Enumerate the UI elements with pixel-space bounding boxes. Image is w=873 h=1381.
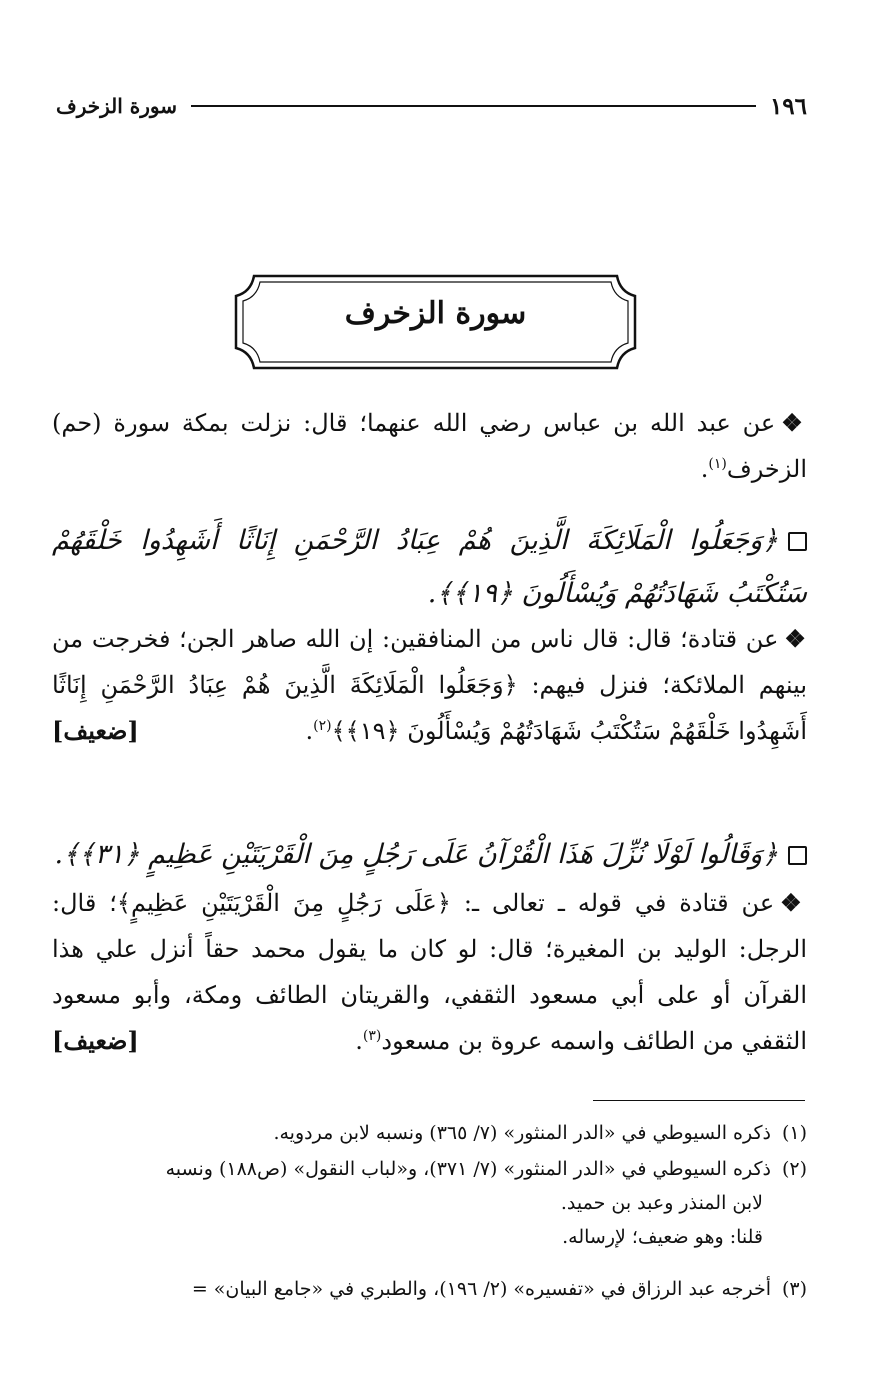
footnote-number: (٢) (781, 1158, 807, 1180)
footnote-text: ذكره السيوطي في «الدر المنثور» (٧/ ٣٦٥) ونسبه لابن مردويه. (273, 1122, 771, 1144)
footnote-text-continued: لابن المنذر وعبد بن حميد. (560, 1192, 763, 1214)
verse-text: ﴿وَقَالُوا لَوْلَا نُزِّلَ هَذَا الْقُرْآنُ عَلَى رَجُلٍ مِنَ الْقَرْيَتَيْنِ عَظِيمٍ ﴿٣١﴾﴾. (54, 839, 778, 870)
verse-text: ﴿وَجَعَلُوا الْمَلَائِكَةَ الَّذِينَ هُمْ عِبَادُ الرَّحْمَنِ إِنَاثًا أَشَهِدُوا خَلْقَهُمْ سَتُكْتَبُ شَهَادَتُهُمْ وَيُسْأَلُونَ ﴿١٩﴾﴾. (52, 525, 807, 609)
paragraph-2 (52, 616, 807, 754)
running-header (56, 88, 807, 124)
footnote-separator (593, 1100, 805, 1101)
quran-verse-2 (52, 828, 807, 881)
diamond-bullet-icon: ❖ (780, 888, 807, 917)
header-rule (191, 105, 756, 107)
paragraph-text: عن قتادة في قوله ـ تعالى ـ: ﴿عَلَى رَجُلٍ مِنَ الْقَرْيَتَيْنِ عَظِيمٍ﴾؛ قال: الرجل: الوليد بن المغيرة؛ قال: لو كان ما يقول محمد حقاً أنزل علي هذا القرآن أو على أبي مسعود الثقفي، والقريتان الطائف ومكة، وأبو مسعود الثقفي من الطائف واسمه عروة بن مسعود (52, 889, 807, 1055)
footnote-comment: قلنا: وهو ضعيف؛ لإرساله. (562, 1226, 763, 1248)
footnote-ref: (٣) (362, 1028, 382, 1044)
paragraph-end: . (355, 1027, 363, 1055)
footnote-2 (34, 1152, 807, 1254)
square-bullet-icon (788, 846, 807, 865)
paragraph-1 (52, 400, 807, 492)
footnote-number: (١) (781, 1122, 807, 1144)
paragraph-end: . (305, 717, 314, 745)
footnote-text: ذكره السيوطي في «الدر المنثور» (٧/ ٣٧١)، و«لباب النقول» (ص١٨٨) ونسبه (165, 1158, 771, 1180)
paragraph-3 (52, 880, 807, 1064)
diamond-bullet-icon: ❖ (784, 624, 808, 653)
square-bullet-icon (788, 532, 807, 551)
paragraph-text: عن عبد الله بن عباس رضي الله عنهما؛ قال: نزلت بمكة سورة (حم) الزخرف (52, 409, 807, 483)
title-cartouche (232, 272, 639, 372)
footnote-3 (34, 1272, 807, 1306)
footnote-1 (34, 1116, 807, 1150)
header-surah-name: سورة الزخرف (56, 94, 178, 118)
surah-title: سورة الزخرف (344, 296, 527, 331)
footnote-ref: (١) (708, 456, 727, 472)
page-number: ١٩٦ (769, 92, 807, 120)
grade-label: [ضعيف] (52, 716, 139, 745)
footnote-ref: (٢) (313, 718, 332, 734)
footnote-text: أخرجه عبد الرزاق في «تفسيره» (٢/ ١٩٦)، والطبري في «جامع البيان» = (191, 1278, 771, 1300)
footnote-number: (٣) (781, 1278, 807, 1300)
paragraph-text: عن قتادة؛ قال: قال ناس من المنافقين: إن الله صاهر الجن؛ فخرجت من بينهم الملائكة؛ فنزل فيهم: ﴿وَجَعَلُوا الْمَلَائِكَةَ الَّذِينَ هُمْ عِبَادُ الرَّحْمَنِ إِنَاثًا أَشَهِدُوا خَلْقَهُمْ سَتُكْتَبُ شَهَادَتُهُمْ وَيُسْأَلُونَ ﴿١٩﴾﴾ (52, 625, 807, 745)
quran-verse-1 (52, 514, 807, 620)
grade-label: [ضعيف] (52, 1026, 139, 1055)
diamond-bullet-icon: ❖ (781, 408, 808, 437)
paragraph-end: . (700, 455, 709, 483)
